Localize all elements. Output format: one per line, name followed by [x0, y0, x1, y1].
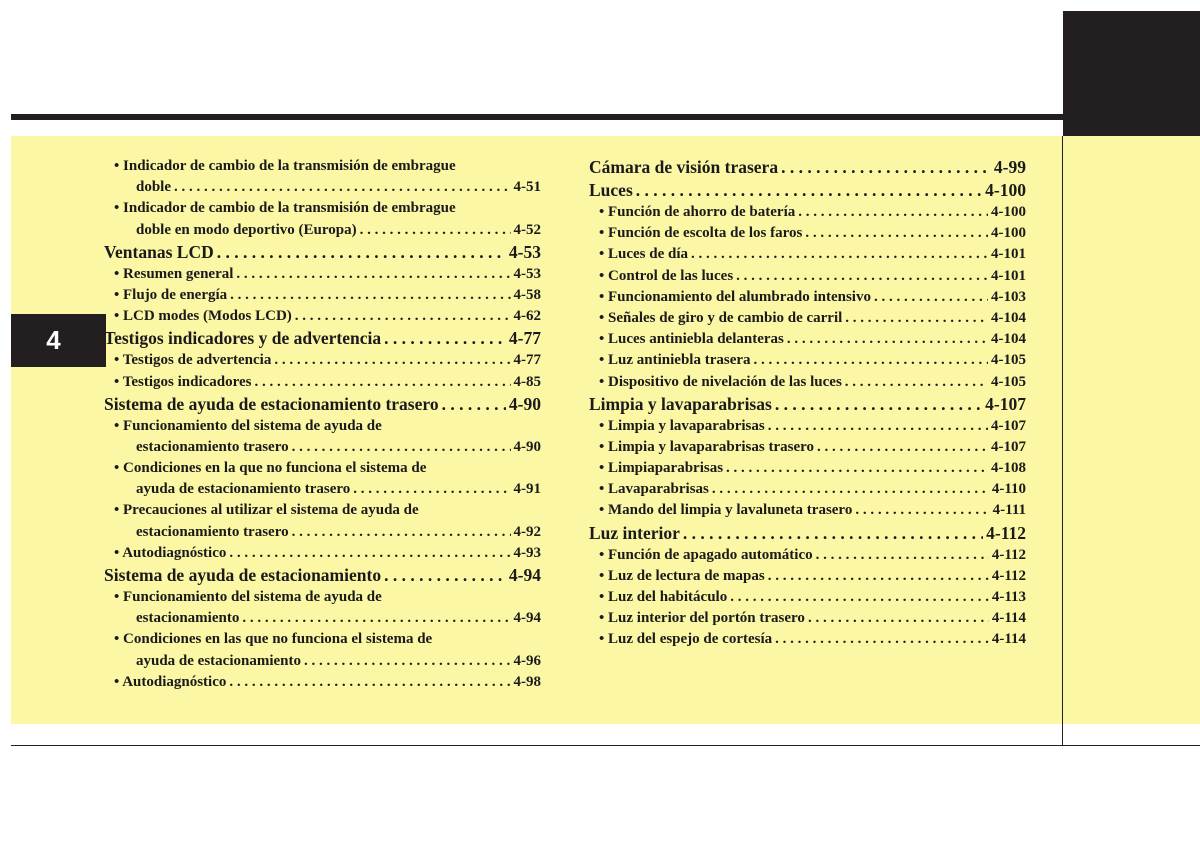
toc-entry-title: • Control de las luces: [599, 266, 733, 287]
toc-entry-title: • Flujo de energía: [114, 285, 227, 306]
toc-subsection-entry[interactable]: [104, 220, 541, 241]
toc-page-number: 4-100: [985, 180, 1026, 200]
toc-subsection-entry[interactable]: [104, 608, 541, 629]
toc-entry-title: • Precauciones al utilizar el sistema de ayuda de: [114, 500, 419, 521]
toc-page-number: 4-108: [991, 460, 1026, 477]
toc-page-number: 4-114: [991, 631, 1026, 648]
toc-subsection-entry: [104, 416, 541, 437]
toc-subsection-entry[interactable]: [104, 651, 541, 672]
toc-page-number: 4-51: [513, 179, 541, 196]
dot-leader: [691, 244, 988, 265]
toc-entry-title: doble en modo deportivo (Europa): [136, 221, 357, 238]
chapter-tab[interactable]: [11, 314, 106, 367]
toc-subsection-entry[interactable]: [589, 350, 1026, 371]
dot-leader: [683, 522, 983, 545]
dot-leader: [816, 545, 989, 566]
toc-subsection-entry: [104, 198, 541, 219]
dot-leader: [787, 329, 988, 350]
toc-entry-title: Testigos indicadores y de advertencia: [104, 328, 382, 349]
toc-entry-title: • Función de ahorro de batería: [599, 202, 795, 223]
toc-page-number: 4-85: [513, 373, 541, 390]
toc-entry-title: • Condiciones en la que no funciona el sistema de: [114, 458, 426, 479]
side-margin-panel: [1063, 136, 1200, 724]
toc-page-number: 4-107: [985, 393, 1026, 414]
toc-subsection-entry[interactable]: [104, 437, 541, 458]
toc-subsection-entry: [104, 587, 541, 608]
toc-subsection-entry[interactable]: [589, 458, 1026, 479]
toc-entry-title: estacionamiento trasero: [136, 438, 289, 455]
toc-entry-title: • Luz del habitáculo: [599, 587, 727, 608]
toc-page-number: 4-96: [513, 652, 541, 669]
toc-entry-title: • Condiciones en las que no funciona el sistema de: [114, 629, 432, 650]
toc-page-number: 4-114: [991, 610, 1026, 627]
toc-entry-title: • Resumen general: [114, 264, 233, 285]
toc-subsection-entry[interactable]: [589, 223, 1026, 244]
toc-entry-title: • Funcionamiento del sistema de ayuda de: [114, 587, 382, 608]
toc-subsection-entry[interactable]: [589, 244, 1026, 265]
margin-divider: [1062, 136, 1063, 746]
toc-page-number: 4-77: [508, 328, 541, 349]
toc-entry-title: • Luz de lectura de mapas: [599, 566, 765, 587]
dot-leader: [817, 437, 988, 458]
toc-page-number: 4-94: [508, 565, 541, 585]
toc-page-number: 4-93: [513, 544, 541, 561]
toc-entry-title: Sistema de ayuda de estacionamiento trasero: [104, 393, 439, 414]
dot-leader: [274, 350, 510, 371]
dot-leader: [808, 608, 989, 629]
dot-leader: [295, 306, 511, 327]
toc-entry-title: Limpia y lavaparabrisas: [589, 393, 772, 414]
corner-tab-block: [1063, 11, 1200, 136]
toc-section-entry[interactable]: [589, 393, 1026, 416]
toc-page-number: 4-58: [513, 286, 541, 303]
toc-right-column: [589, 156, 1026, 651]
toc-entry-title: • Indicador de cambio de la transmisión de embrague: [114, 156, 456, 177]
toc-page-number: 4-53: [513, 265, 541, 282]
toc-page-number: 4-113: [991, 589, 1026, 605]
dot-leader: [236, 264, 510, 285]
toc-page-number: 4-104: [991, 309, 1026, 326]
toc-entry-title: Ventanas LCD: [104, 241, 214, 262]
toc-subsection-entry[interactable]: [104, 264, 541, 285]
dot-leader: [292, 437, 511, 458]
dot-leader: [845, 372, 988, 393]
toc-page-number: 4-77: [513, 352, 541, 369]
toc-subsection-entry[interactable]: [589, 202, 1026, 223]
toc-entry-title: • Luz interior del portón trasero: [599, 608, 805, 629]
toc-entry-title: • Dispositivo de nivelación de las luces: [599, 372, 842, 393]
toc-page-number: 4-100: [991, 204, 1026, 220]
toc-page-number: 4-52: [513, 221, 541, 238]
toc-entry-title: doble: [136, 179, 172, 196]
toc-section-entry[interactable]: [589, 156, 1026, 179]
toc-entry-title: Cámara de visión trasera: [589, 157, 779, 177]
toc-subsection-entry[interactable]: [589, 437, 1026, 458]
toc-subsection-entry[interactable]: [589, 479, 1026, 500]
toc-subsection-entry[interactable]: [589, 416, 1026, 437]
toc-subsection-entry[interactable]: [589, 629, 1026, 650]
dot-leader: [174, 177, 510, 198]
toc-entry-title: Sistema de ayuda de estacionamiento: [104, 565, 382, 585]
chapter-number: 4: [46, 325, 61, 355]
toc-entry-title: • Luces de día: [599, 244, 688, 265]
toc-page-number: 4-62: [513, 308, 541, 325]
toc-section-entry[interactable]: [104, 564, 541, 587]
toc-page-number: 4-110: [991, 481, 1026, 498]
dot-leader: [775, 393, 982, 416]
toc-subsection-entry[interactable]: [589, 266, 1026, 287]
toc-entry-title: • Funcionamiento del alumbrado intensivo: [599, 287, 871, 308]
dot-leader: [798, 202, 988, 223]
toc-entry-title: Luces: [589, 180, 633, 200]
toc-entry-title: • Mando del limpia y lavaluneta trasero: [599, 500, 852, 521]
toc-subsection-entry: [104, 156, 541, 177]
toc-subsection-entry[interactable]: [589, 500, 1026, 521]
toc-entry-title: • Funcionamiento del sistema de ayuda de: [114, 416, 382, 437]
toc-subsection-entry[interactable]: [104, 543, 541, 564]
toc-entry-title: • Indicador de cambio de la transmisión de embrague: [114, 198, 456, 219]
toc-page-number: 4-92: [513, 523, 541, 540]
toc-entry-title: • Testigos indicadores: [114, 372, 252, 393]
bottom-rule: [11, 745, 1200, 746]
toc-page-number: 4-105: [991, 373, 1026, 390]
dot-leader: [242, 608, 510, 629]
dot-leader: [304, 651, 511, 672]
dot-leader: [712, 479, 989, 500]
toc-subsection-entry[interactable]: [104, 306, 541, 327]
toc-entry-title: estacionamiento: [136, 610, 240, 627]
toc-section-entry[interactable]: [104, 327, 541, 350]
toc-page-number: 4-112: [991, 567, 1026, 584]
dot-leader: [775, 629, 989, 650]
toc-entry-title: • Limpia y lavaparabrisas trasero: [599, 437, 814, 458]
dot-leader: [754, 350, 988, 371]
dot-leader: [442, 393, 506, 416]
toc-page-number: 4-90: [513, 438, 541, 455]
toc-subsection-entry[interactable]: [589, 308, 1026, 329]
toc-entry-title: • Función de escolta de los faros: [599, 223, 802, 244]
toc-subsection-entry[interactable]: [104, 522, 541, 543]
toc-page-number: 4-111: [992, 502, 1026, 519]
dot-leader: [855, 500, 989, 521]
toc-entry-title: • Autodiagnóstico: [114, 543, 226, 564]
toc-page-number: 4-91: [513, 481, 541, 498]
dot-leader: [768, 566, 989, 587]
dot-leader: [736, 266, 988, 287]
toc-entry-title: ayuda de estacionamiento: [136, 652, 301, 669]
dot-leader: [805, 223, 988, 244]
toc-entry-title: • LCD modes (Modos LCD): [114, 306, 292, 327]
toc-subsection-entry[interactable]: [589, 608, 1026, 629]
toc-entry-title: • Luz del espejo de cortesía: [599, 629, 772, 650]
dot-leader: [384, 564, 506, 587]
toc-subsection-entry[interactable]: [589, 566, 1026, 587]
toc-entry-title: • Testigos de advertencia: [114, 350, 271, 371]
toc-page-number: 4-100: [991, 225, 1026, 242]
toc-entry-title: • Lavaparabrisas: [599, 479, 709, 500]
toc-entry-title: • Función de apagado automático: [599, 545, 813, 566]
toc-page-number: 4-101: [991, 267, 1026, 284]
dot-leader: [726, 458, 988, 479]
toc-entry-title: • Señales de giro y de cambio de carril: [599, 308, 842, 329]
toc-page-number: 4-112: [991, 546, 1026, 563]
toc-entry-title: Luz interior: [589, 522, 680, 543]
top-rule: [11, 114, 1063, 120]
toc-subsection-entry: [104, 629, 541, 650]
toc-section-entry[interactable]: [589, 522, 1026, 545]
toc-subsection-entry[interactable]: [104, 350, 541, 371]
toc-left-column: [104, 156, 541, 693]
toc-page-number: 4-107: [991, 417, 1026, 434]
toc-subsection-entry: [104, 500, 541, 521]
dot-leader: [217, 241, 506, 264]
dot-leader: [229, 672, 510, 693]
dot-leader: [845, 308, 988, 329]
toc-entry-title: • Limpiaparabrisas: [599, 458, 723, 479]
toc-subsection-entry: [104, 458, 541, 479]
toc-page-number: 4-53: [508, 241, 541, 262]
dot-leader: [781, 156, 991, 179]
dot-leader: [255, 372, 511, 393]
toc-page-number: 4-90: [508, 393, 541, 414]
toc-entry-title: estacionamiento trasero: [136, 523, 289, 540]
dot-leader: [292, 522, 511, 543]
dot-leader: [874, 287, 988, 308]
toc-entry-title: • Autodiagnóstico: [114, 672, 226, 693]
toc-subsection-entry[interactable]: [589, 587, 1026, 608]
dot-leader: [353, 479, 510, 500]
toc-subsection-entry[interactable]: [589, 545, 1026, 566]
dot-leader: [360, 220, 511, 241]
toc-subsection-entry[interactable]: [104, 285, 541, 306]
toc-page-number: 4-104: [991, 331, 1026, 348]
toc-page-number: 4-98: [513, 673, 541, 690]
toc-subsection-entry[interactable]: [104, 372, 541, 393]
dot-leader: [730, 587, 989, 608]
toc-section-entry[interactable]: [104, 393, 541, 416]
toc-entry-title: • Luz antiniebla trasera: [599, 350, 751, 371]
toc-page-number: 4-101: [991, 246, 1026, 263]
dot-leader: [229, 543, 510, 564]
toc-entry-title: ayuda de estacionamiento trasero: [136, 481, 351, 498]
toc-page-number: 4-99: [993, 157, 1026, 177]
toc-page-number: 4-112: [986, 522, 1026, 543]
toc-subsection-entry[interactable]: [589, 372, 1026, 393]
toc-subsection-entry[interactable]: [104, 672, 541, 693]
toc-entry-title: • Luces antiniebla delanteras: [599, 329, 784, 350]
toc-subsection-entry[interactable]: [589, 329, 1026, 350]
toc-subsection-entry[interactable]: [589, 287, 1026, 308]
toc-section-entry[interactable]: [589, 179, 1026, 202]
dot-leader: [768, 416, 988, 437]
toc-section-entry[interactable]: [104, 241, 541, 264]
toc-entry-title: • Limpia y lavaparabrisas: [599, 416, 765, 437]
toc-page-number: 4-107: [991, 438, 1026, 455]
toc-subsection-entry[interactable]: [104, 479, 541, 500]
toc-page-number: 4-105: [991, 352, 1026, 369]
toc-page-number: 4-94: [513, 610, 541, 627]
toc-subsection-entry[interactable]: [104, 177, 541, 198]
toc-page-number: 4-103: [991, 288, 1026, 305]
dot-leader: [384, 327, 506, 350]
dot-leader: [230, 285, 510, 306]
dot-leader: [636, 179, 982, 202]
